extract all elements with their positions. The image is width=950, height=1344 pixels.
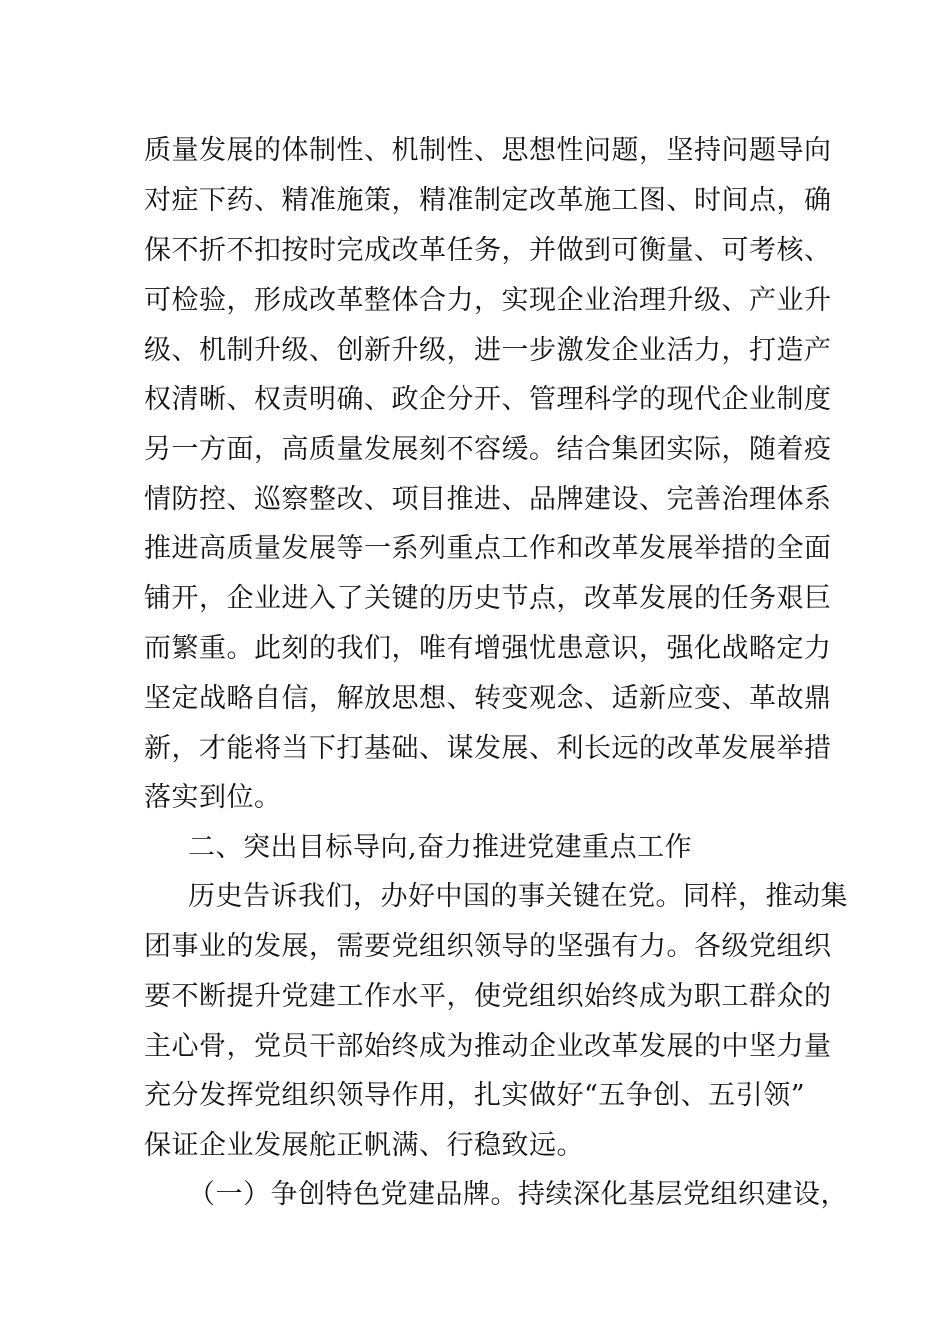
subsection-heading: （一）争创特色党建品牌。持续深化基层党组织建设， [188, 1179, 848, 1210]
text-line: 要不断提升党建工作水平，使党组织始终成为职工群众的 [144, 981, 832, 1012]
text-line: 坚定战略自信，解放思想、转变观念、适新应变、革故鼎 [144, 683, 832, 714]
section-heading: 二、突出目标导向,奋力推进党建重点工作 [188, 832, 693, 863]
text-line: 可检验，形成改革整体合力，实现企业治理升级、产业升 [144, 285, 832, 316]
text-line: 团事业的发展，需要党组织领导的坚强有力。各级党组织 [144, 931, 832, 962]
text-line: 铺开，企业进入了关键的历史节点，改革发展的任务艰巨 [144, 583, 832, 614]
text-line: 而繁重。此刻的我们，唯有增强忧患意识，强化战略定力 [144, 633, 832, 664]
text-line: 保不折不扣按时完成改革任务，并做到可衡量、可考核、 [144, 235, 832, 266]
text-line: 历史告诉我们，办好中国的事关键在党。同样，推动集 [188, 881, 848, 912]
text-line: 保证企业发展舵正帆满、行稳致远。 [144, 1130, 584, 1161]
text-line: 另一方面，高质量发展刻不容缓。结合集团实际，随着疫 [144, 434, 832, 465]
text-line: 质量发展的体制性、机制性、思想性问题，坚持问题导向 [144, 135, 832, 166]
text-line: 充分发挥党组织领导作用，扎实做好“五争创、五引领” [144, 1080, 806, 1111]
text-line: 落实到位。 [144, 782, 282, 813]
text-line: 主心骨，党员干部始终成为推动企业改革发展的中坚力量 [144, 1031, 832, 1062]
text-line: 新，才能将当下打基础、谋发展、利长远的改革发展举措 [144, 733, 832, 764]
text-line: 对症下药、精准施策，精准制定改革施工图、时间点，确 [144, 185, 832, 216]
text-line: 级、机制升级、创新升级，进一步激发企业活力，打造产 [144, 335, 832, 366]
text-line: 推进高质量发展等一系列重点工作和改革发展举措的全面 [144, 533, 832, 564]
text-line: 情防控、巡察整改、项目推进、品牌建设、完善治理体系 [144, 484, 832, 515]
text-line: 权清晰、权责明确、政企分开、管理科学的现代企业制度 [144, 384, 832, 415]
